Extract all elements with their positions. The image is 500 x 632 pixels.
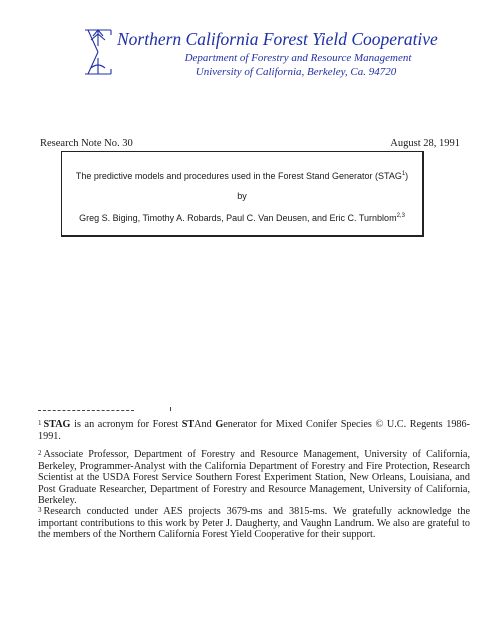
research-note-number: Research Note No. 30 (40, 138, 133, 149)
university-line: University of California, Berkeley, Ca. 94720 (195, 66, 397, 78)
organization-title: Northern California Forest Yield Cooperative (117, 29, 438, 49)
title-box (61, 151, 424, 237)
footnote-2-mark: 2 (38, 449, 42, 457)
footnote-ref-1: 1 (401, 171, 406, 177)
by-line: by (237, 191, 247, 201)
footnote-1-text-c: enerator for Mixed Conifer Species © U.C. Regents 1986-1991. (38, 419, 470, 442)
paper-title (62, 172, 422, 181)
footnote-separator (38, 410, 134, 411)
stag-acronym: STAG (43, 419, 71, 430)
paper-title-close: ) (405, 171, 409, 181)
authors-line (62, 214, 422, 223)
footnote-1-mark: 1 (38, 419, 42, 427)
paper-title-text: The predictive models and procedures used in the Forest Stand Generator (STAG (75, 171, 402, 181)
footnote-3-text: Research conducted under AES projects 3679-ms and 3815-ms. We gratefully acknowledge the important contributions to this work by Peter J. Daugherty, and Vaughn Landrum. We also are grateful to the members of the Northern California Forest Yield Cooperative for their support. (38, 506, 470, 541)
authors-text: Greg S. Biging, Timothy A. Robards, Paul C. Van Deusen, and Eric C. Turnblom (79, 213, 397, 223)
footnote-3 (38, 506, 470, 541)
footnote-1 (38, 419, 470, 442)
footnote-1-text-b: And (194, 419, 216, 430)
footnote-1-bold-st: ST (181, 419, 195, 430)
footnote-3-mark: 3 (38, 506, 42, 514)
note-date: August 28, 1991 (390, 138, 460, 149)
footnote-2 (38, 449, 470, 507)
footnote-ref-2-3: 2,3 (396, 213, 405, 219)
note-info-row (40, 139, 460, 150)
department-line: Department of Forestry and Resource Management (184, 52, 412, 64)
footnote-separator-tick (170, 407, 171, 411)
footnote-1-text-a: is an acronym for Forest (70, 419, 182, 430)
footnote-1-bold-g: G (215, 419, 224, 430)
footnote-2-text: Associate Professor, Department of Forestry and Resource Management, University of California, Berkeley, Programmer-Analyst with the California Department of Forestry and Fire Protection, Research Scientist at the USDA Forest Service Southern Forest Experiment Station, New Orleans, Louisiana, and Post Graduate Researcher, Department of Forestry and Resource Management, University of California, Berkeley. (38, 449, 470, 507)
